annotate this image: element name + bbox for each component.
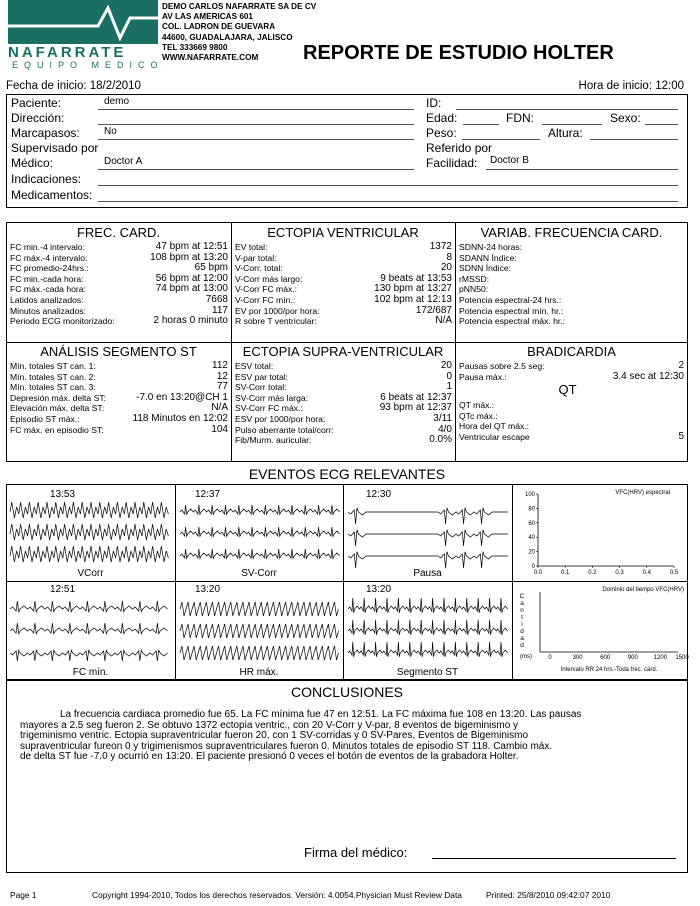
- report-title: REPORTE DE ESTUDIO HOLTER: [303, 42, 614, 64]
- y-axis-label-char: d: [520, 642, 524, 649]
- ecg-trace: [348, 620, 508, 635]
- x-tick-label: 0.2: [588, 570, 597, 576]
- company-line: TEL 333669 9800: [162, 42, 228, 52]
- ventricular-ectopy-list: [235, 242, 452, 327]
- x-tick-label: 600: [600, 655, 611, 661]
- stat-row: Potencia espectral-24 hrs.:: [459, 294, 562, 305]
- sex-label: Sexo:: [610, 111, 641, 125]
- signature-label: Firma del médico:: [304, 845, 408, 860]
- id-label: ID:: [426, 96, 442, 110]
- field-underline: [645, 124, 678, 125]
- strip-label: VCorr: [77, 568, 104, 579]
- field-underline: [98, 139, 414, 140]
- stat-row: ESV por 1000/por hora: 3/11: [235, 412, 452, 424]
- stat-row: FC máx.-4 intervalo: 108 bpm at 13:20: [10, 251, 228, 263]
- field-underline: [590, 139, 678, 140]
- row-divider: [6, 342, 688, 343]
- hrv-list: [459, 242, 684, 327]
- conclusion-line: La frecuencia cardiaca promedio fue 65. La FC mínima fue 47 en 12:51. La FC máxima fue 108 en 13:20. Las pausas: [60, 709, 582, 720]
- field-underline: [542, 124, 602, 125]
- ecg-trace: [180, 549, 340, 558]
- strip-label: Pausa: [413, 568, 442, 579]
- stat-row: Latidos analizados: 7668: [10, 293, 228, 305]
- x-axis-label: Intervalo RR 24 hrs.-Toda frec. card.: [560, 667, 658, 673]
- stat-row: SV-Corr total: 1: [235, 381, 452, 393]
- stat-row: ESV par total: 0: [235, 370, 452, 382]
- field-underline: [462, 139, 540, 140]
- y-axis-label-char: a: [520, 600, 524, 607]
- footer-printed: Printed: 25/8/2010 09:42:07 2010: [486, 890, 611, 900]
- ecg-trace: [10, 524, 168, 540]
- hrv-spectral-chart: [514, 486, 686, 580]
- strip-time: 12:30: [366, 489, 392, 500]
- ecg-strip-pause: [348, 498, 508, 568]
- ecg-trace: [180, 527, 340, 536]
- ecg-strip-hrmin: [10, 595, 170, 665]
- ecg-trace: [348, 642, 508, 657]
- strip-label: FC mín.: [72, 667, 109, 678]
- ecg-col-divider: [175, 484, 176, 680]
- stat-row: Mín. totales ST can. 2: 12: [10, 370, 228, 382]
- x-tick-label: 0.1: [561, 570, 570, 576]
- field-underline: [98, 109, 414, 110]
- stat-row: FC máx.-cada hora: 74 bpm at 13:00: [10, 283, 228, 295]
- stat-row: SV-Corr FC máx.: 93 bpm at 12:37: [235, 402, 452, 414]
- conclusions-title: CONCLUSIONES: [290, 684, 404, 700]
- stat-row: Mín. totales ST can. 1: 112: [10, 360, 228, 371]
- ecg-trace: [180, 505, 340, 514]
- ecg-trace: [180, 602, 339, 616]
- x-tick-label: 0.3: [615, 570, 624, 576]
- ecg-trace: [10, 650, 168, 661]
- conclusion-line: de delta ST fue -7.0 y ocurrió en 13:20. El paciente presionó 0 veces el botón de eventos de la grabadora Holter.: [20, 751, 519, 762]
- stat-row: Pulso aberrante total/corr: 4/0: [235, 423, 452, 435]
- strip-time: 12:51: [50, 584, 76, 595]
- stat-row: pNN50:: [459, 284, 489, 295]
- company-line: AV LAS AMERICAS 601: [162, 12, 253, 22]
- x-tick-label: 1200: [653, 655, 668, 661]
- age-label: Edad:: [426, 111, 458, 125]
- stat-row: rMSSD:: [459, 273, 490, 284]
- height-label: Altura:: [548, 126, 583, 140]
- patient-label: Paciente:: [11, 96, 62, 110]
- conclusion-line: mayores a 2.5 seg fueron 2. Se obtuvo 1372 ectopia ventric., con 20 V-Corr y V-par, 8 eventos de bigeminismo y: [20, 719, 519, 731]
- y-axis-label-char: C: [519, 593, 525, 600]
- qt-title: QT: [558, 382, 577, 397]
- heart-rate-title: FREC. CARD.: [76, 225, 161, 240]
- qt-list: [459, 400, 684, 442]
- pacemaker-value: No: [104, 126, 117, 137]
- x-tick-label: 0.4: [642, 570, 651, 576]
- y-axis-label-char: d: [520, 628, 524, 635]
- doctor-label: Médico:: [11, 156, 54, 170]
- stat-row: Pausas sobre 2.5 seg: 2: [459, 360, 684, 371]
- signature-line: [432, 858, 676, 859]
- ecg-trace: [10, 601, 168, 612]
- hrv-time-domain-chart: [514, 582, 689, 680]
- y-axis-label-char: t: [521, 614, 523, 621]
- y-tick-label: 100: [524, 492, 535, 498]
- stat-row: Hora del QT máx.:: [459, 421, 530, 432]
- strip-time: 13:20: [195, 584, 221, 595]
- y-tick-label: 0: [531, 564, 535, 570]
- supervised-label: Supervisado por: [11, 141, 99, 155]
- y-axis-label-char: i: [521, 621, 523, 628]
- field-underline: [98, 124, 414, 125]
- company-line: COL. LADRON DE GUEVARA: [162, 22, 276, 32]
- ecg-strip-hrmax: [180, 595, 340, 665]
- field-underline: [98, 185, 678, 186]
- x-tick-label: 1500: [675, 655, 689, 661]
- stat-row: SDANN Índice:: [459, 252, 517, 263]
- ecg-col-divider: [343, 484, 344, 680]
- dob-label: FDN:: [506, 111, 534, 125]
- stat-row: QTc máx.:: [459, 410, 498, 421]
- ecg-strip-vcorr: [10, 498, 170, 568]
- y-axis-label-char: a: [520, 635, 524, 642]
- strip-time: 12:37: [195, 489, 221, 500]
- address-label: Dirección:: [11, 111, 65, 125]
- patient-value: demo: [104, 96, 130, 107]
- stat-row: FC min.-4 intervalo: 47 bpm at 12:51: [10, 241, 228, 252]
- company-address: [162, 2, 316, 63]
- ecg-trace: [10, 546, 168, 562]
- stat-row: Elevación máx. delta ST: N/A: [10, 402, 228, 414]
- stat-row: SV-Corr más larga: 6 beats at 12:37: [235, 391, 452, 403]
- stat-row: Minutos analizados: 117: [10, 304, 228, 316]
- ecg-trace: [348, 508, 508, 524]
- bradycardia-title: BRADICARDIA: [527, 344, 616, 359]
- ecg-trace: [180, 624, 339, 638]
- weight-label: Peso:: [426, 126, 457, 140]
- stat-row: Potencia espectral mín. hr.:: [459, 305, 564, 316]
- stat-row: FC min.-cada hora: 56 bpm at 12:00: [10, 272, 228, 284]
- conclusions-text: [20, 710, 684, 763]
- y-tick-label: 40: [528, 535, 535, 542]
- x-tick-label: 900: [627, 655, 638, 661]
- company-line: DEMO CARLOS NAFARRATE SA DE CV: [162, 2, 317, 11]
- stat-row: FC máx. en episodio ST: 104: [10, 423, 228, 435]
- chart-title: Dominio del tiempo VFC(HRV): [602, 587, 684, 593]
- footer-copyright: Copyright 1994-2010, Todos los derechos reservados. Versión: 4.0054.Physician Must Review Data: [92, 890, 462, 900]
- stat-row: Fib/Murm. auricular: 0.0%: [235, 434, 452, 446]
- start-time: Hora de inicio: 12:00: [578, 80, 684, 92]
- x-unit: (ms): [520, 654, 532, 660]
- start-date: Fecha de inicio: 18/2/2010: [6, 80, 141, 92]
- stat-row: Pausa máx.: 3.4 sec at 12:30: [459, 370, 684, 382]
- stat-row: V-Corr más largo: 9 beats at 13:53: [235, 272, 452, 284]
- x-tick-label: 0: [548, 655, 552, 661]
- stat-row: V-Corr. total: 20: [235, 262, 452, 274]
- strip-time: 13:20: [366, 584, 392, 595]
- field-underline: [463, 124, 499, 125]
- stat-row: Episodio ST máx.: 118 Minutos en 12:02: [10, 412, 228, 424]
- facility-label: Facilidad:: [426, 156, 478, 170]
- stat-row: EV por 1000/por hora: 172/687: [235, 304, 452, 316]
- strip-label: HR máx.: [239, 667, 279, 678]
- ecg-trace: [10, 502, 168, 518]
- heart-rate-list: [10, 242, 228, 327]
- ecg-trace: [348, 598, 508, 613]
- y-tick-label: 60: [528, 520, 535, 527]
- stat-row: R sobre T ventricular: N/A: [235, 315, 452, 327]
- strip-label: Segmento ST: [396, 667, 459, 678]
- y-tick-label: 20: [528, 549, 535, 556]
- ecg-trace: [348, 552, 508, 568]
- company-logo: [8, 0, 158, 44]
- stat-row: Periodo ECG monitorizado: 2 horas 0 minuto: [10, 315, 228, 327]
- stat-row: Potencia espectral máx. hr.:: [459, 316, 566, 327]
- supraventricular-ectopy-list: [235, 361, 452, 446]
- x-tick-label: 0.5: [669, 570, 679, 576]
- supraventricular-ectopy-title: ECTOPIA SUPRA-VENTRICULAR: [242, 344, 444, 359]
- st-analysis-list: [10, 361, 228, 435]
- ecg-trace: [348, 530, 508, 546]
- ecg-col-divider: [512, 484, 513, 680]
- stat-row: SDNN Índice:: [459, 263, 512, 274]
- strip-label: SV-Corr: [241, 568, 277, 579]
- field-underline: [456, 109, 678, 110]
- chart-title: VFC(HRV) espectral: [615, 490, 670, 496]
- field-underline: [98, 201, 678, 202]
- y-axis-label-char: n: [520, 607, 524, 614]
- stat-row: V-Corr FC máx.: 130 bpm at 13:27: [235, 283, 452, 295]
- footer-page: Page 1: [10, 890, 37, 900]
- stat-row: V-Corr FC mín.: 102 bpm at 12:13: [235, 293, 452, 305]
- indications-label: Indicaciones:: [11, 172, 82, 186]
- facility-value: Doctor B: [490, 155, 529, 166]
- ecg-strip-svcorr: [180, 498, 340, 568]
- medications-label: Medicamentos:: [11, 188, 93, 202]
- hrv-title: VARIAB. FRECUENCIA CARD.: [480, 225, 663, 240]
- doctor-value: Doctor A: [104, 156, 143, 167]
- ecg-events-title: EVENTOS ECG RELEVANTES: [248, 466, 446, 482]
- strip-time: 13:53: [50, 489, 76, 500]
- y-tick-label: 80: [528, 506, 535, 513]
- brand-name: NAFARRATE: [8, 44, 127, 61]
- stat-row: Ventricular escape 5: [459, 430, 684, 442]
- x-tick-label: 0.0: [533, 570, 543, 576]
- conclusion-line: supraventricular fureon 0 y trigimenismos supraventriculares fueron 0. Minutos totales de episodio ST 118. Cambio máx.: [20, 740, 553, 752]
- company-line: WWW.NAFARRATE.COM: [162, 53, 259, 63]
- pacemaker-label: Marcapasos:: [11, 126, 80, 140]
- stat-row: Depresión máx. delta ST: -7.0 en 13:20@CH 1: [10, 391, 228, 403]
- stat-row: EV total: 1372: [235, 241, 452, 252]
- brand-subtitle: EQUIPO MEDICO: [12, 60, 164, 70]
- referred-label: Referido por: [426, 141, 493, 155]
- field-underline: [98, 169, 414, 170]
- ecg-trace: [10, 623, 168, 634]
- x-tick-label: 300: [572, 655, 583, 661]
- st-analysis-title: ANÁLISIS SEGMENTO ST: [40, 344, 197, 359]
- stat-row: QT máx.:: [459, 400, 495, 410]
- stat-row: Mín. totales ST can. 3: 77: [10, 381, 228, 393]
- stat-row: SDNN-24 horas:: [459, 242, 523, 252]
- stat-row: FC promedio-24hrs.: 65 bpm: [10, 262, 228, 274]
- ecg-trace: [180, 646, 339, 660]
- conclusion-line: trigeminismo ventric. Ectopia supraventricular fueron 20, con 1 SV-corridas y 0 SV-Pares, Eventos de Bigeminismo: [20, 730, 529, 741]
- field-underline: [486, 169, 678, 170]
- ventricular-ectopy-title: ECTOPIA VENTRICULAR: [267, 225, 419, 240]
- company-line: 44600, GUADALAJARA, JALISCO: [162, 32, 293, 42]
- stat-row: ESV total: 20: [235, 360, 452, 371]
- patient-info-box: [6, 94, 688, 208]
- ecg-strip-st: [348, 595, 508, 665]
- bradycardia-list: [459, 361, 684, 382]
- stat-row: V-par total: 8: [235, 251, 452, 263]
